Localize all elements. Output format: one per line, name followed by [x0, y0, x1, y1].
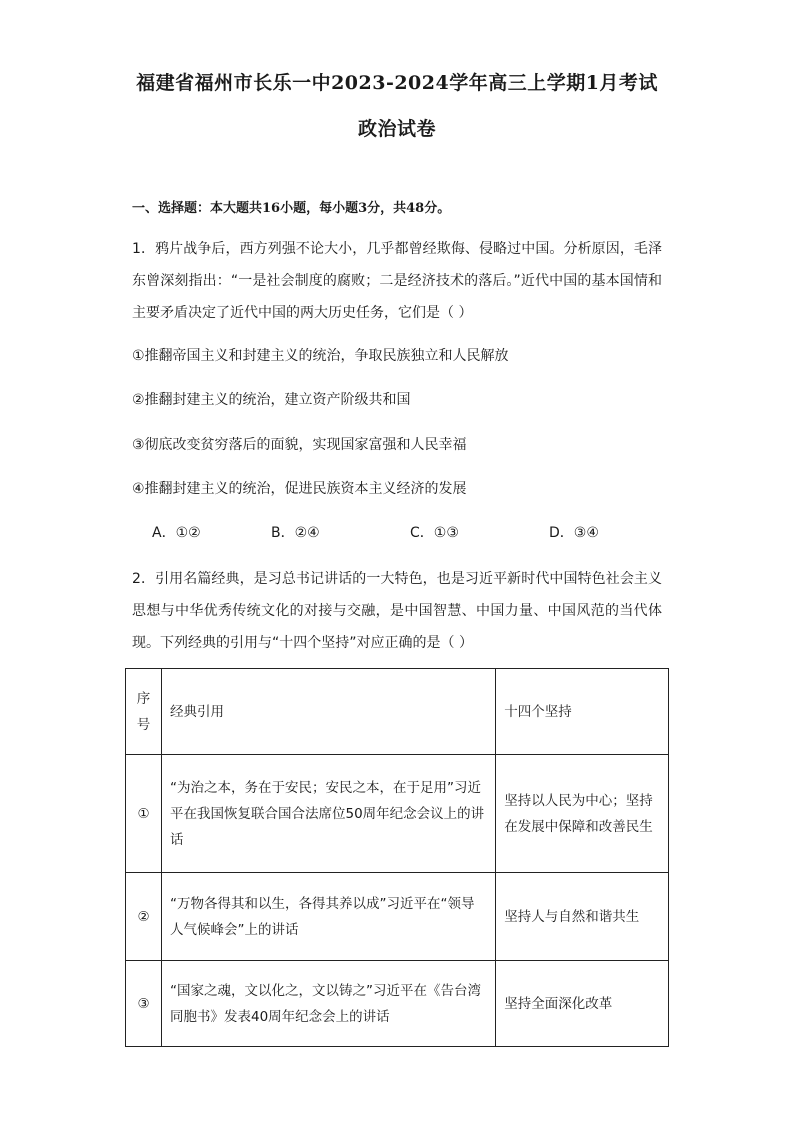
- row-number: ①: [126, 755, 162, 873]
- row-quote: “为治之本，务在于安民；安民之本，在于足用”习近平在我国恢复联合国合法席位50周年纪念会议上的讲话: [161, 755, 495, 873]
- header-quote: 经典引用: [161, 669, 495, 755]
- table-row: [126, 755, 669, 873]
- header-principle: 十四个坚持: [496, 669, 669, 755]
- question-2-stem: 2．引用名篇经典，是习总书记讲话的一大特色，也是习近平新时代中国特色社会主义思想与中华优秀传统文化的对接与交融，是中国智慧、中国力量、中国风范的当代体现。下列经典的引用与“十四个坚持”对应正确的是（ ）: [132, 571, 662, 651]
- table-row: [126, 873, 669, 961]
- question-1-choice-c: C．①③: [410, 525, 459, 541]
- question-1-choice-b: B．②④: [271, 525, 320, 541]
- question-1-stem: 1．鸦片战争后，西方列强不论大小，几乎都曾经欺侮、侵略过中国。分析原因，毛泽东曾深刻指出：“一是社会制度的腐败；二是经济技术的落后。”近代中国的基本国情和主要矛盾决定了近代中国的两大历史任务，它们是（ ）: [132, 241, 662, 321]
- section-heading: 一、选择题：本大题共16小题，每小题3分，共48分。: [132, 201, 451, 216]
- row-principle: 坚持以人民为中心；坚持在发展中保障和改善民生: [496, 755, 669, 873]
- row-principle: 坚持全面深化改革: [496, 961, 669, 1047]
- exam-subject: 政治试卷: [357, 118, 436, 140]
- row-quote: “国家之魂，文以化之，文以铸之”习近平在《告台湾同胞书》发表40周年纪念会上的讲话: [161, 961, 495, 1047]
- header-number: 序号: [126, 669, 162, 755]
- row-number: ③: [126, 961, 162, 1047]
- question-1-item-2: ②推翻封建主义的统治，建立资产阶级共和国: [132, 392, 411, 408]
- question-1-item-3: ③彻底改变贫穷落后的面貌，实现国家富强和人民幸福: [132, 437, 467, 453]
- exam-title: 福建省福州市长乐一中2023-2024学年高三上学期1月考试: [136, 72, 658, 94]
- table-row: [126, 961, 669, 1047]
- quote-principle-table: [125, 668, 669, 1047]
- table-header-row: [126, 669, 669, 755]
- question-1-item-1: ①推翻帝国主义和封建主义的统治，争取民族独立和人民解放: [132, 348, 509, 364]
- row-number: ②: [126, 873, 162, 961]
- row-quote: “万物各得其和以生，各得其养以成”习近平在“领导人气候峰会”上的讲话: [161, 873, 495, 961]
- question-1-choice-a: A．①②: [152, 525, 201, 541]
- row-principle: 坚持人与自然和谐共生: [496, 873, 669, 961]
- question-1-item-4: ④推翻封建主义的统治，促进民族资本主义经济的发展: [132, 481, 467, 497]
- question-1-choice-d: D．③④: [549, 525, 599, 541]
